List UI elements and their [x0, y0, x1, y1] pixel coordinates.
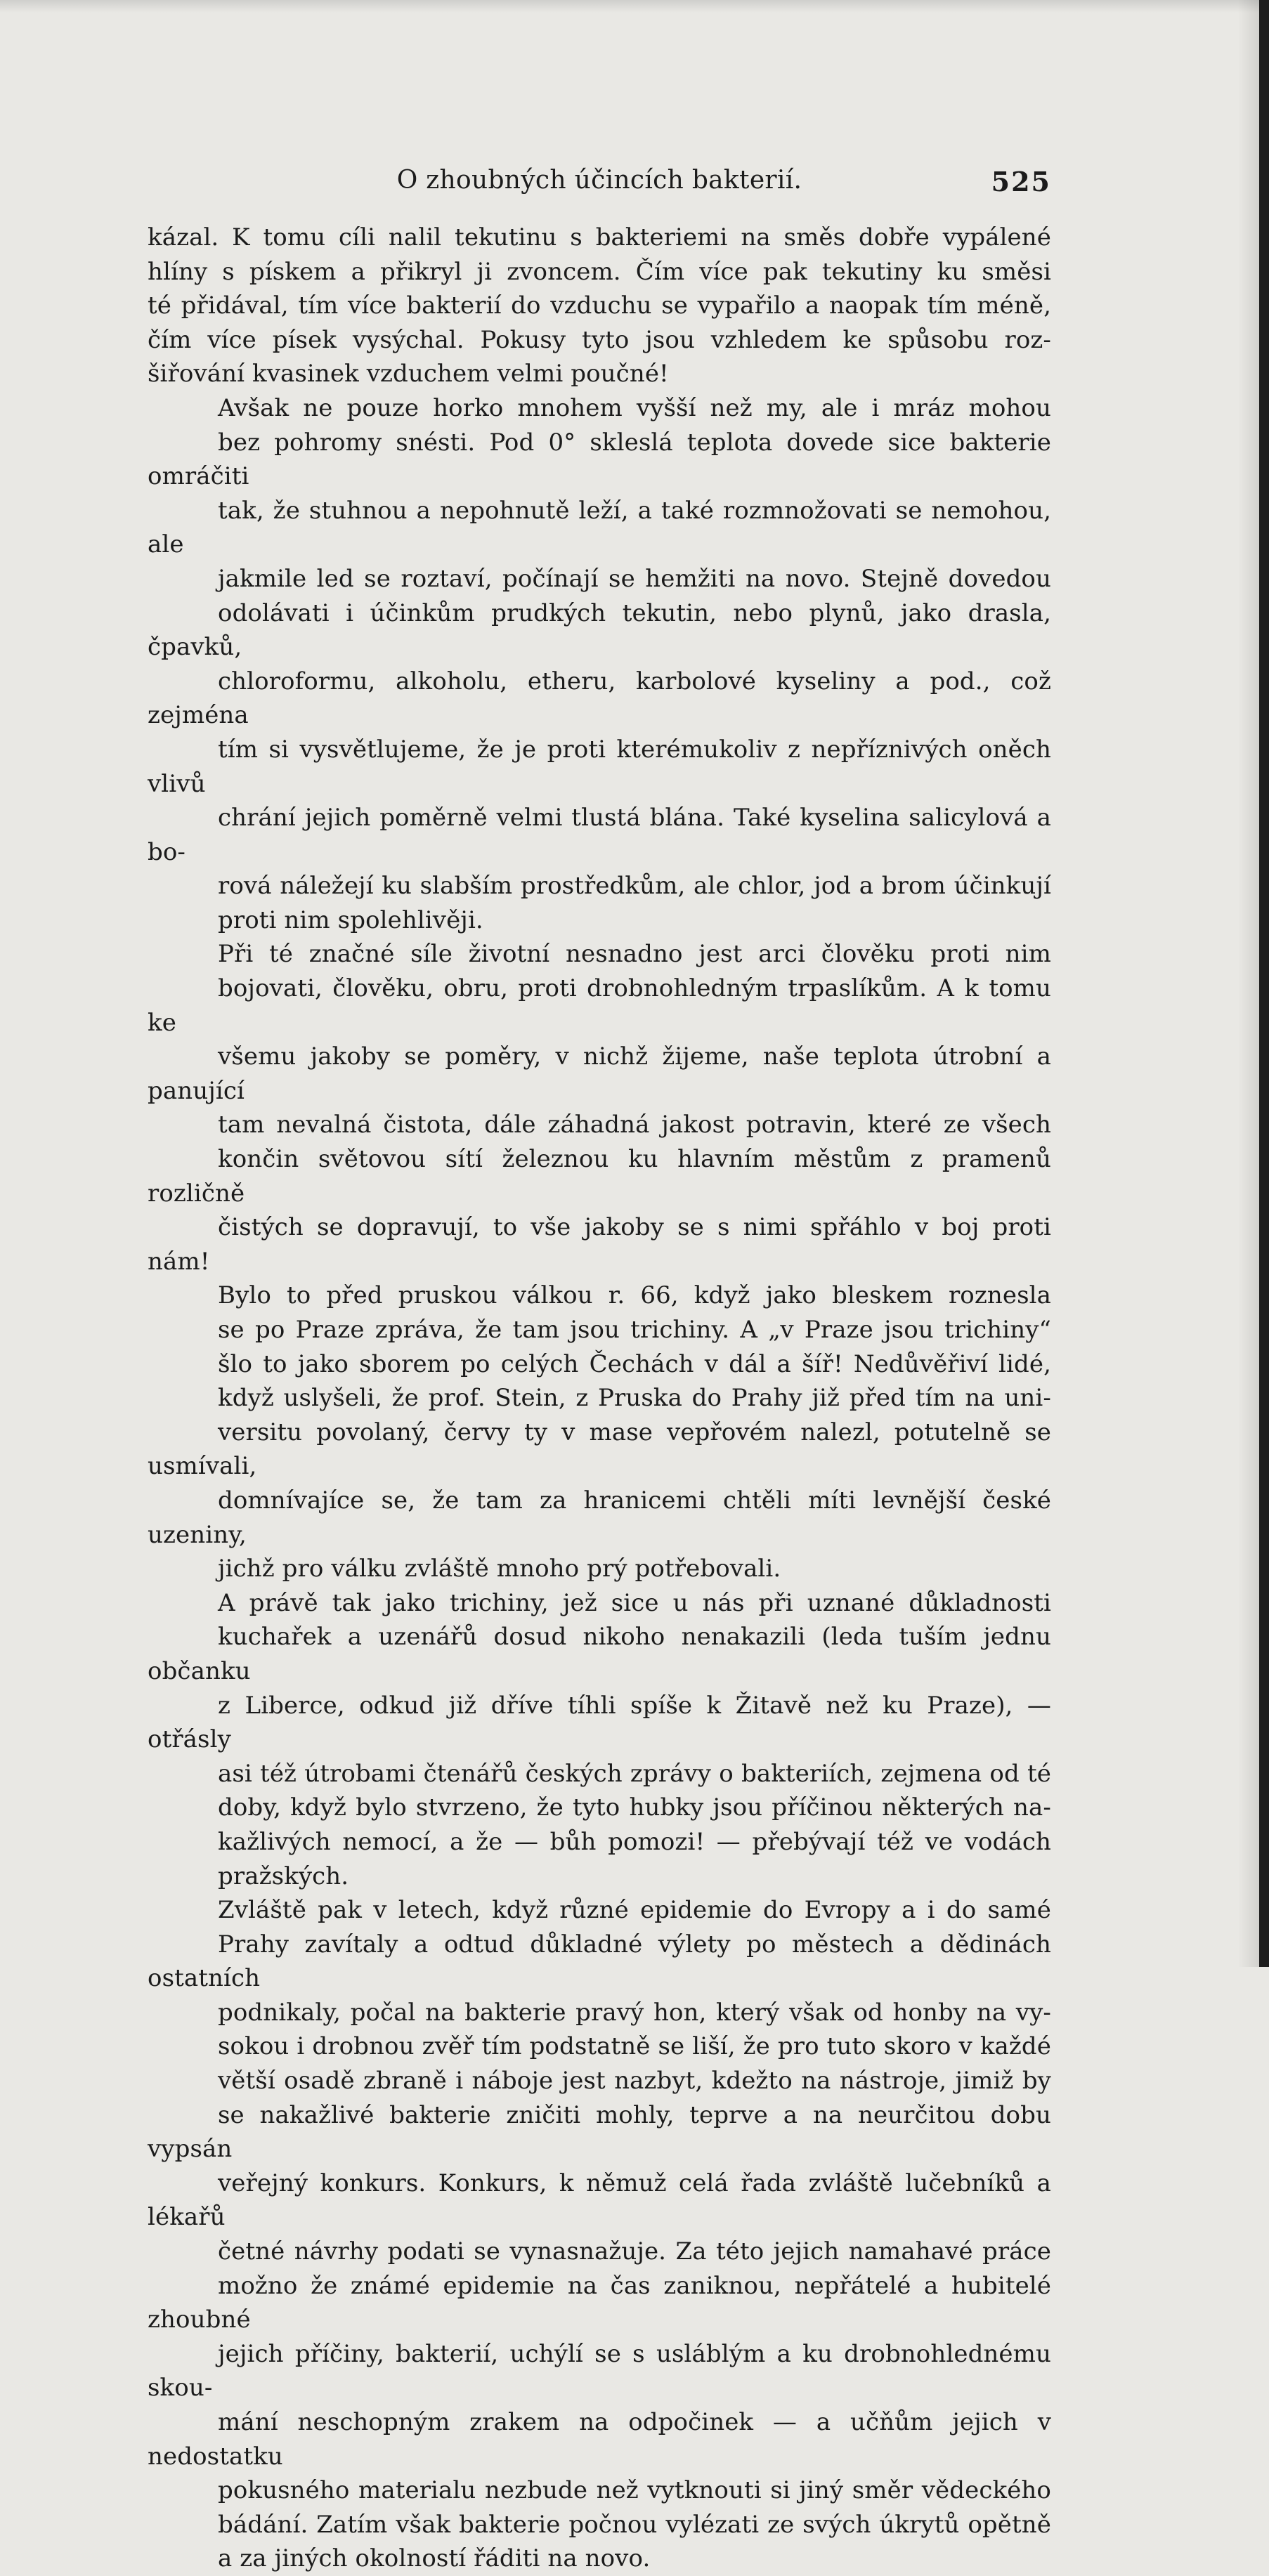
text-line: jakmile led se roztaví, počínají se hemžiti na novo. Stejně dovedou	[218, 564, 1051, 593]
text-line: všemu jakoby se poměry, v nichž žijeme, naše teplota útrobní a panující	[148, 1042, 1051, 1105]
text-line: Při té značné síle životní nesnadno jest arci člověku proti nim	[218, 940, 1051, 969]
text-line: když uslyšeli, že prof. Stein, z Pruska do Prahy již před tím na uni-	[218, 1384, 1051, 1413]
book-page	[148, 166, 1051, 2576]
text-line: kuchařek a uzenářů dosud nikoho nenakazili (leda tuším jednu občanku	[148, 1623, 1051, 1685]
text-line: kažlivých nemocí, a že — bůh pomozi! — přebývají též ve vodách	[218, 1827, 1051, 1856]
text-line: čistých se dopravují, to vše jakoby se s nimi spřáhlo v boj proti nám!	[148, 1213, 1051, 1276]
text-line: doby, když bylo stvrzeno, že tyto hubky jsou příčinou některých na-	[218, 1793, 1051, 1822]
text-line: Zvláště pak v letech, když různé epidemie do Evropy a i do samé	[218, 1896, 1051, 1925]
text-line: četné návrhy podati se vynasnažuje. Za této jejich namahavé práce	[218, 2237, 1051, 2266]
text-line: rová náležejí ku slabším prostředkům, ale chlor, jod a brom účinkují	[218, 872, 1051, 901]
text-line: se nakažlivé bakterie zničiti mohly, teprve a na neurčitou dobu vypsán	[148, 2100, 1051, 2164]
text-line: bojovati, člověku, obru, proti drobnohledným trpaslíkům. A k tomu ke	[148, 974, 1051, 1037]
text-line: bez pohromy snésti. Pod 0° skleslá teplota dovede sice bakterie omráčiti	[148, 428, 1051, 491]
text-line: A právě tak jako trichiny, jež sice u nás při uznané důkladnosti	[218, 1588, 1051, 1617]
text-line: bádání. Zatím však bakterie počnou vylézati ze svých úkrytů opětně	[218, 2510, 1051, 2539]
text-line: veřejný konkurs. Konkurs, k němuž celá řada zvláště lučebníků a lékařů	[148, 2169, 1051, 2232]
text-line: versitu povolaný, červy ty v mase vepřovém nalezl, potutelně se usmívali,	[148, 1418, 1051, 1481]
scan-right-edge	[1259, 0, 1269, 1967]
text-line: chrání jejich poměrně velmi tlustá blána. Také kyselina salicylová a bo-	[148, 804, 1051, 866]
text-line: Prahy zavítaly a odtud důkladné výlety po městech a dědinách ostatních	[148, 1930, 1051, 1993]
text-line: tím si vysvětlujeme, že je proti kterémukoliv z nepříznivých oněch vlivů	[148, 735, 1051, 798]
paragraph	[148, 937, 1051, 1279]
text-line: jichž pro válku zvláště mnoho prý potřebovali.	[218, 1555, 781, 1583]
text-line: z Liberce, odkud již dříve tíhli spíše k Žitavě než ku Praze), — otřásly	[148, 1691, 1051, 1754]
text-line: šlo to jako sborem po celých Čechách v dál a šíř! Nedůvěřiví lidé,	[218, 1349, 1051, 1378]
paragraph	[148, 1586, 1051, 1893]
text-line: chloroformu, alkoholu, etheru, karbolové kyseliny a pod., což zejména	[148, 667, 1051, 730]
paragraph	[148, 1279, 1051, 1586]
text-line: podnikaly, počal na bakterie pravý hon, který však od honby na vy-	[218, 1998, 1051, 2027]
text-line: domnívajíce se, že tam za hranicemi chtěli míti levnější české uzeniny,	[148, 1486, 1051, 1549]
text-line: se po Praze zpráva, že tam jsou trichiny. A „v Praze jsou trichiny“	[218, 1316, 1051, 1344]
running-head	[148, 166, 1051, 208]
text-line: proti nim spolehlivěji.	[218, 905, 483, 934]
paragraph	[148, 391, 1051, 938]
text-line: Bylo to před pruskou válkou r. 66, když jako bleskem roznesla	[218, 1281, 1051, 1310]
text-line: kázal. K tomu cíli nalil tekutinu s bakteriemi na směs dobře vypálené	[148, 223, 1051, 251]
text-line: hlíny s pískem a přikryl ji zvoncem. Čím více pak tekutiny ku směsi	[148, 257, 1051, 286]
paragraph	[148, 1893, 1051, 2576]
text-line: šiřování kvasinek vzduchem velmi poučné!	[148, 360, 669, 388]
text-line: končin světovou sítí železnou ku hlavním městům z pramenů rozličně	[148, 1145, 1051, 1208]
text-line: jejich příčiny, bakterií, uchýlí se s usláblým a ku drobnohlednému skou-	[148, 2339, 1051, 2402]
text-line: mání neschopným zrakem na odpočinek — a učňům jejich v nedostatku	[148, 2408, 1051, 2471]
text-line: čím více písek vysýchal. Pokusy tyto jsou vzhledem ke spůsobu roz-	[148, 325, 1051, 354]
text-line: pokusného materialu nezbude než vytknouti si jiný směr vědeckého	[218, 2476, 1051, 2505]
text-line: a za jiných okolností řáditi na novo.	[218, 2544, 651, 2573]
text-line: větší osadě zbraně i náboje jest nazbyt, kdežto na nástroje, jimiž by	[218, 2067, 1051, 2096]
running-title: O zhoubných účincích bakterií.	[396, 166, 802, 195]
text-line: sokou i drobnou zvěř tím podstatně se liší, že pro tuto skoro v každé	[218, 2032, 1051, 2061]
text-line: Avšak ne pouze horko mnohem vyšší než my, ale i mráz mohou	[218, 393, 1051, 422]
text-line: asi též útrobami čtenářů českých zprávy o bakteriích, zejmena od té	[218, 1759, 1051, 1788]
paragraph	[148, 221, 1051, 391]
scan-top-edge	[0, 0, 1269, 13]
text-line: odolávati i účinkům prudkých tekutin, nebo plynů, jako drasla, čpavků,	[148, 599, 1051, 662]
scan-edge-shadow	[1238, 0, 1259, 1967]
text-line: té přidával, tím více bakterií do vzduchu se vypařilo a naopak tím méně,	[148, 292, 1051, 320]
page-number: 525	[991, 166, 1051, 197]
text-line: možno že známé epidemie na čas zaniknou, nepřátelé a hubitelé zhoubné	[148, 2271, 1051, 2334]
text-line: pražských.	[218, 1862, 349, 1890]
text-line: tam nevalná čistota, dále záhadná jakost potravin, které ze všech	[218, 1111, 1051, 1139]
body-text	[148, 221, 1051, 2576]
text-line: tak, že stuhnou a nepohnutě leží, a také rozmnožovati se nemohou, ale	[148, 496, 1051, 559]
